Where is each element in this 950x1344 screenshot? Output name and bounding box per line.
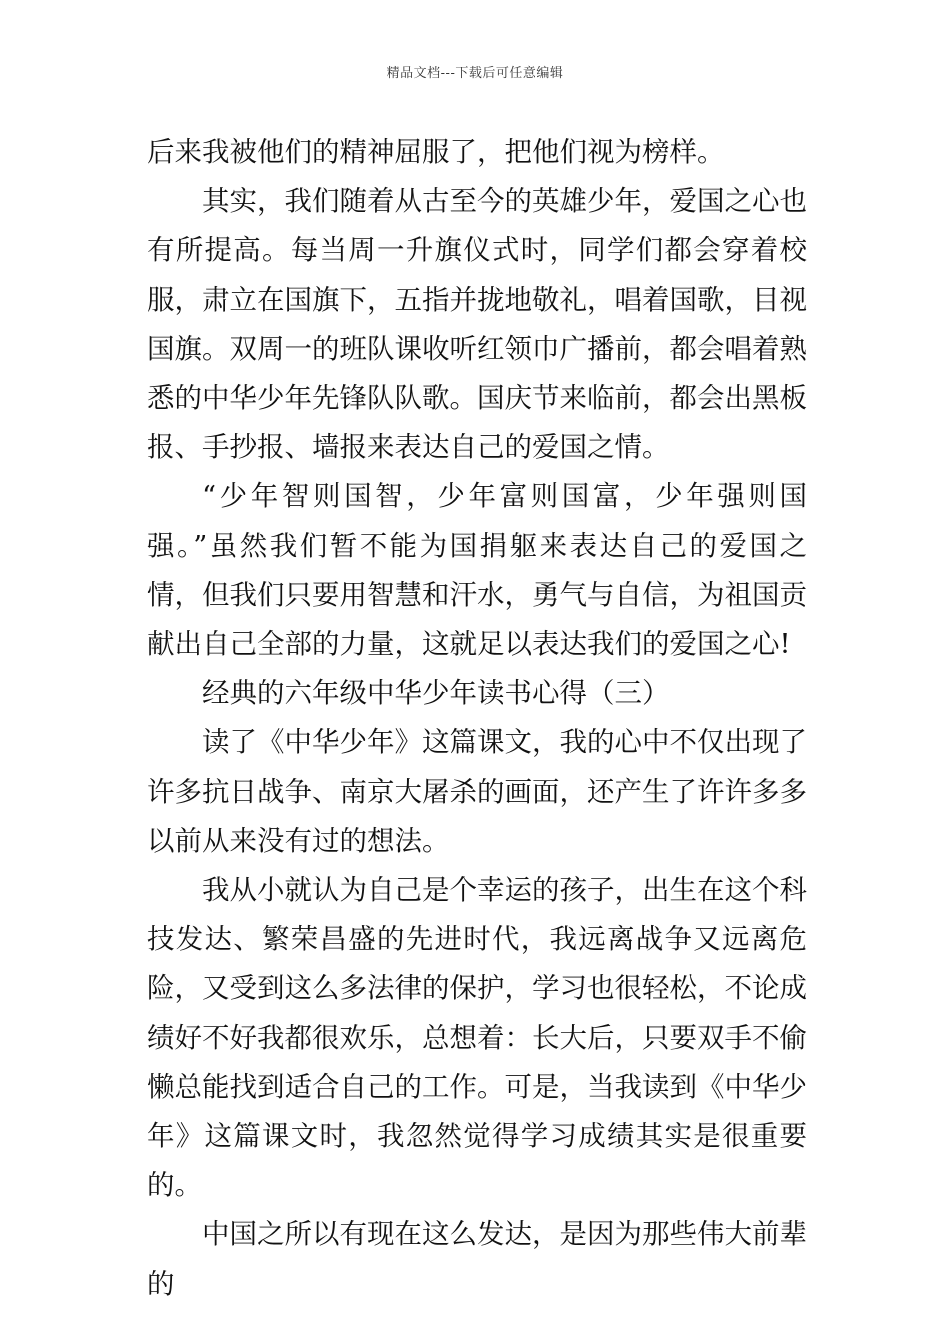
paragraph-4: 读了《中华少年》这篇课文，我的心中不仅出现了许多抗日战争、南京大屠杀的画面，还产生了许许多多以前从来没有过的想法。: [147, 726, 807, 857]
page-header: 精品文档---下载后可任意编辑: [386, 66, 564, 81]
section-heading: 经典的六年级中华少年读书心得（三）: [202, 677, 670, 710]
document-body: [147, 128, 807, 1309]
paragraph-2: 其实，我们随着从古至今的英雄少年，爱国之心也有所提高。每当周一升旗仪式时，同学们都会穿着校服，肃立在国旗下，五指并拢地敬礼，唱着国歌，目视国旗。双周一的班队课收听红领巾广播前，都会唱着熟悉的中华少年先锋队队歌。国庆节来临前，都会出黑板报、手抄报、墙报来表达自己的爱国之情。: [147, 185, 807, 464]
paragraph-6: 中国之所以有现在这么发达，是因为那些伟大前辈的: [147, 1218, 807, 1300]
paragraph-5: 我从小就认为自己是个幸运的孩子，出生在这个科技发达、繁荣昌盛的先进时代，我远离战争又远离危险，又受到这么多法律的保护，学习也很轻松，不论成绩好不好我都很欢乐，总想着：长大后，只要双手不偷懒总能找到适合自己的工作。可是，当我读到《中华少年》这篇课文时，我忽然觉得学习成绩其实是很重要的。: [147, 874, 807, 1202]
paragraph-1: 后来我被他们的精神屈服了，把他们视为榜样。: [147, 136, 725, 168]
paragraph-3: “少年智则国智，少年富则国富，少年强则国强。”虽然我们暂不能为国捐躯来表达自己的爱国之情，但我们只要用智慧和汗水，勇气与自信，为祖国贡献出自己全部的力量，这就足以表达我们的爱国之心!: [147, 480, 807, 661]
